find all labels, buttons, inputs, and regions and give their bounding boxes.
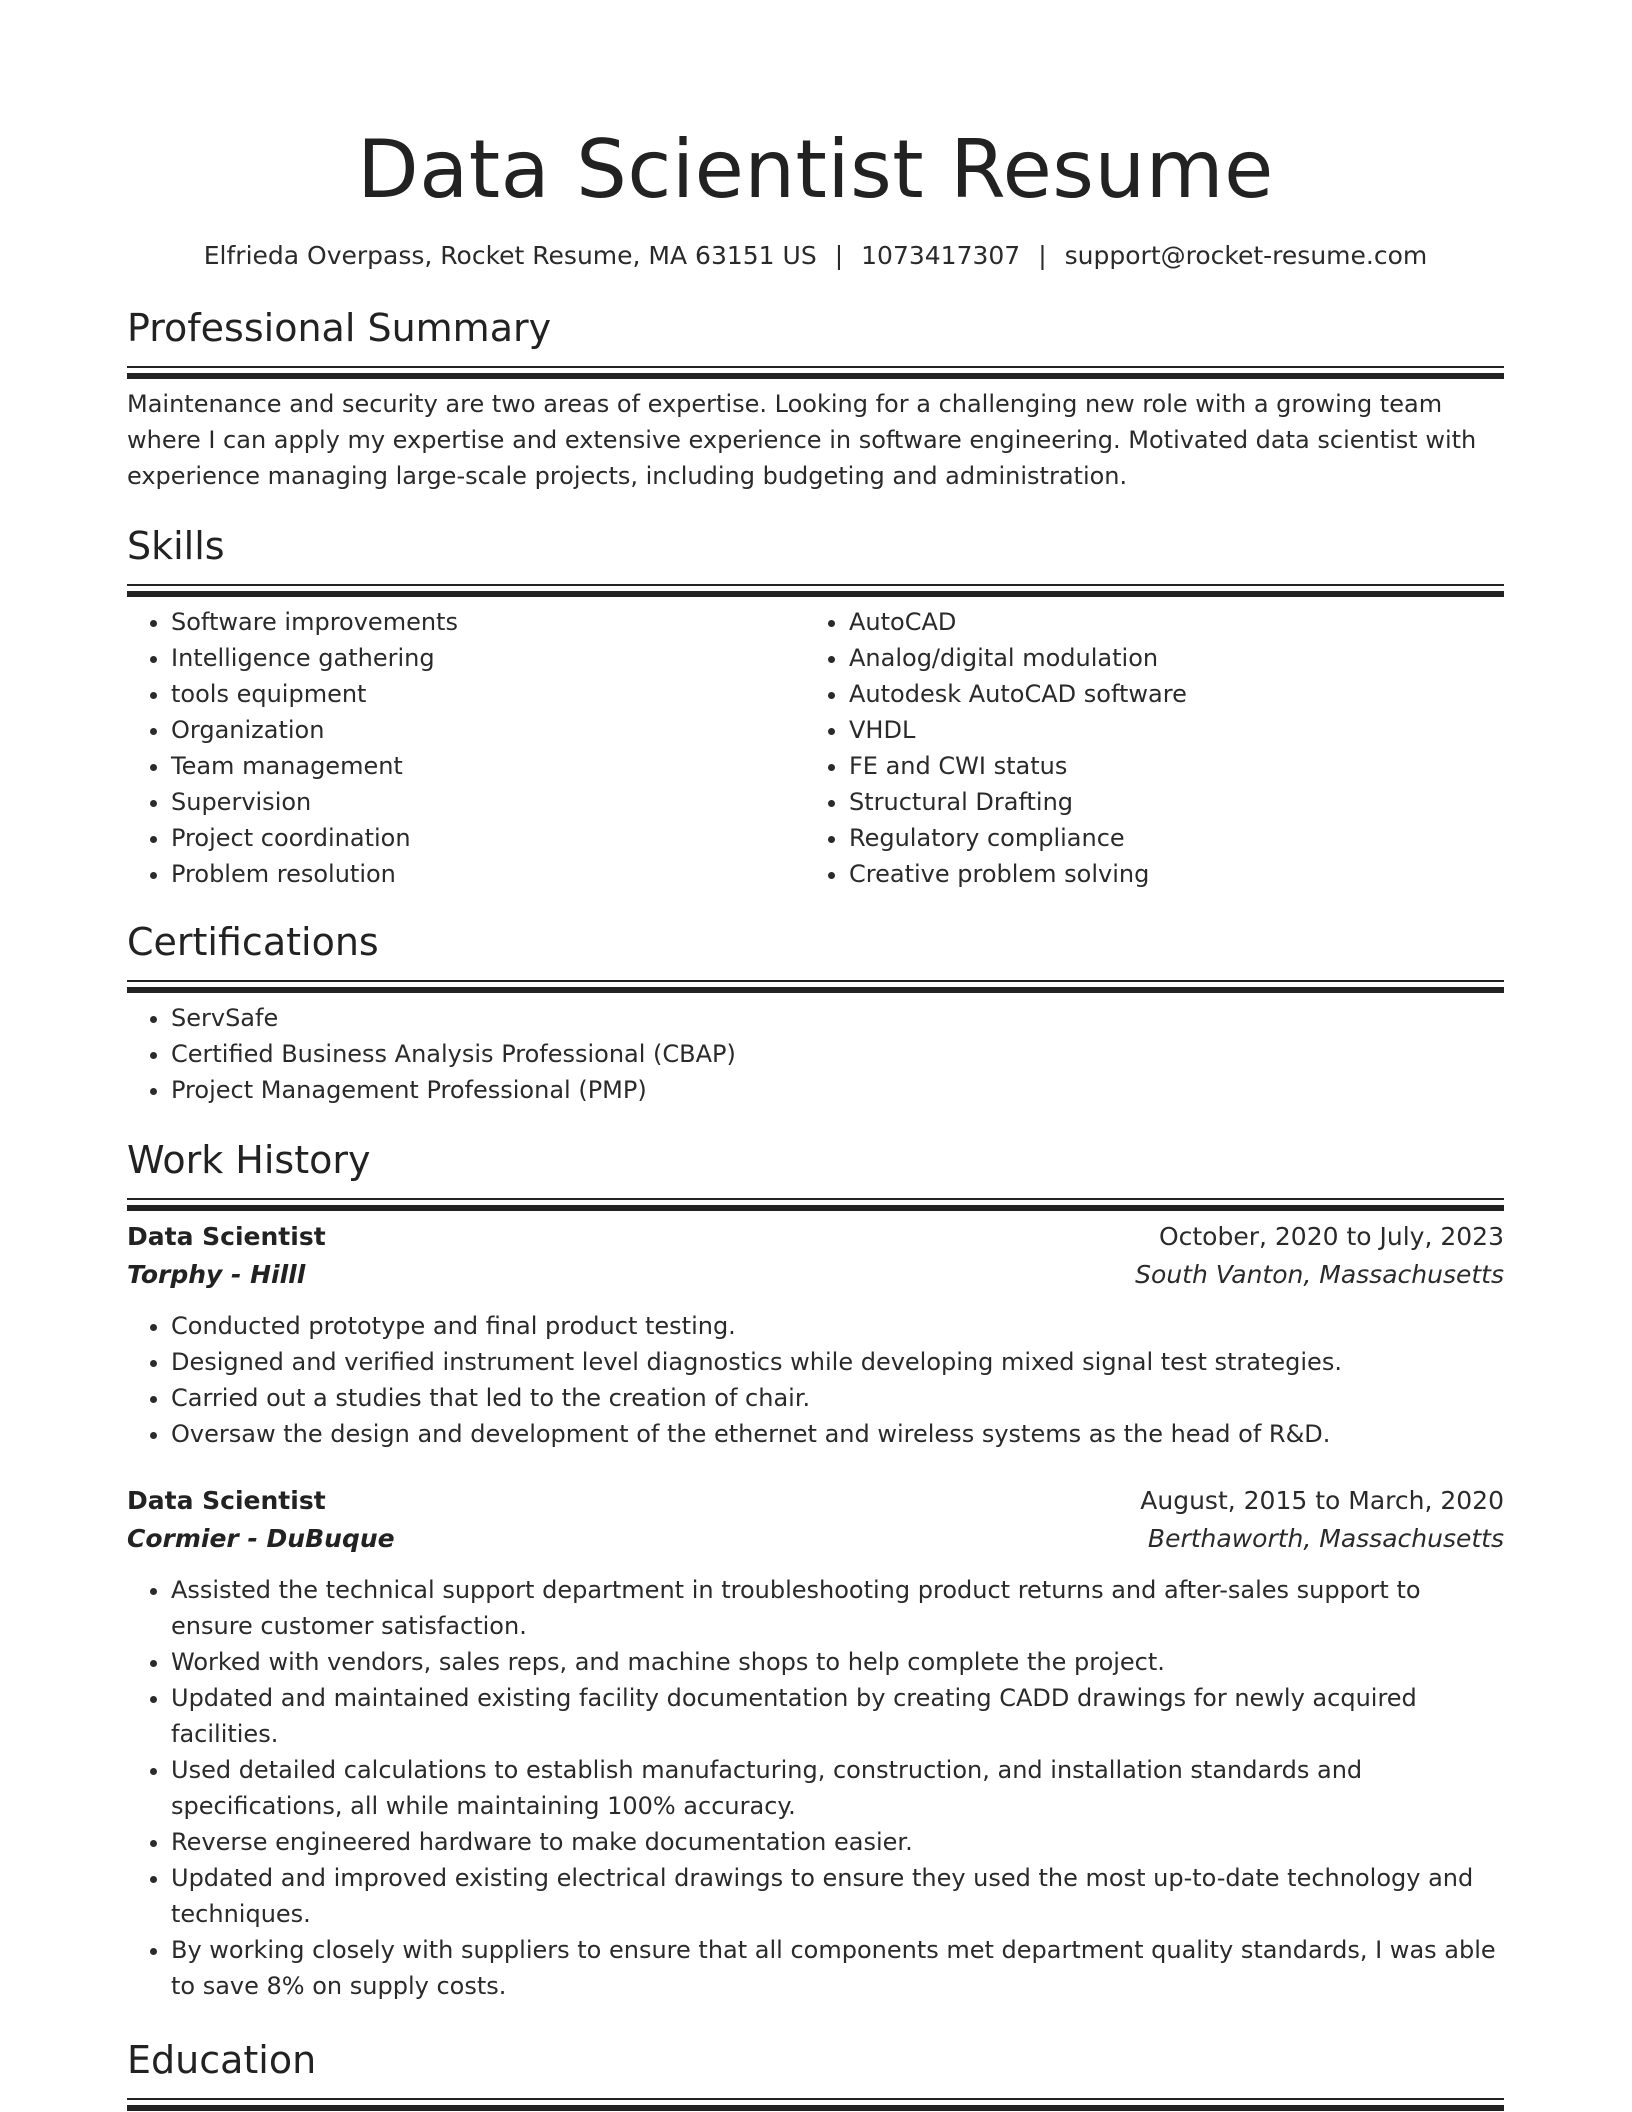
job-bullet: • Carried out a studies that led to the creation of chair. [171,1380,1504,1416]
certification-item: • Project Management Professional (PMP) [171,1072,1504,1108]
skill-item: • FE and CWI status [849,748,1483,784]
job-bullet: • By working closely with suppliers to ensure that all components met department quality standards, I was able to save 8% on supply costs. [171,1932,1504,2004]
skill-item: • Intelligence gathering [171,640,805,676]
resume-page [127,0,1504,2100]
skill-item: • AutoCAD [849,604,1483,640]
document-title: Data Scientist Resume [357,123,1274,216]
job-location: Berthaworth, Massachusetts [1147,1524,1504,1553]
skills-list-left [127,604,805,892]
skills-section [127,520,1504,892]
skill-item: • Supervision [171,784,805,820]
certification-item: • Certified Business Analysis Professional (CBAP) [171,1036,1504,1072]
section-divider [127,366,1504,368]
job-bullet: • Used detailed calculations to establish manufacturing, construction, and installation standards and specifications, all while maintaining 100% accuracy. [171,1752,1504,1824]
job-company: Cormier - DuBuque [127,1524,395,1553]
job-company: Torphy - Hilll [127,1260,306,1289]
skill-item: • Problem resolution [171,856,805,892]
job-dates: August, 2015 to March, 2020 [1140,1486,1504,1515]
skill-item: • Organization [171,712,805,748]
skill-item: • Autodesk AutoCAD software [849,676,1483,712]
education-section [127,2034,1504,2100]
section-divider [127,2098,1504,2100]
job-bullet: • Designed and verified instrument level diagnostics while developing mixed signal test strategies. [171,1344,1504,1380]
job-entry [127,1482,1504,2004]
section-divider [127,584,1504,586]
job-dates: October, 2020 to July, 2023 [1158,1222,1504,1251]
skills-column-right [805,604,1483,892]
section-heading-work-history: Work History [127,1138,371,1182]
job-bullets [127,1572,1504,2004]
skill-item: • Project coordination [171,820,805,856]
job-bullet: • Conducted prototype and final product testing. [171,1308,1504,1344]
contact-separator: | [1038,241,1047,270]
work-history-section [127,1134,1504,2004]
job-title: Data Scientist [127,1222,326,1251]
summary-section [127,302,1504,494]
skills-column-left [127,604,805,892]
job-bullet: • Updated and improved existing electrical drawings to ensure they used the most up-to-date technology and techniques. [171,1860,1504,1932]
job-bullet: • Reverse engineered hardware to make documentation easier. [171,1824,1504,1860]
skill-item: • Structural Drafting [849,784,1483,820]
job-bullets [127,1308,1504,1452]
section-heading-education: Education [127,2038,317,2082]
section-heading-skills: Skills [127,524,225,568]
contact-line [127,238,1504,274]
contact-separator: | [834,241,844,270]
certifications-section [127,916,1504,1108]
skill-item: • Team management [171,748,805,784]
contact-email: support@rocket-resume.com [1064,241,1428,270]
job-entry [127,1218,1504,1452]
section-heading-summary: Professional Summary [127,306,552,350]
skill-item: • Analog/digital modulation [849,640,1483,676]
skill-item: • Creative problem solving [849,856,1483,892]
contact-phone: 1073417307 [861,241,1021,270]
job-location: South Vanton, Massachusetts [1135,1260,1504,1289]
skill-item: • Software improvements [171,604,805,640]
job-bullet: • Oversaw the design and development of the ethernet and wireless systems as the head of R&D. [171,1416,1504,1452]
section-heading-certifications: Certifications [127,920,379,964]
skills-list-right [805,604,1483,892]
jobs-list [127,1218,1504,2004]
summary-text: Maintenance and security are two areas of expertise. Looking for a challenging new role with a growing team where I can apply my expertise and extensive experience in software engineering. Motivated data scientist with experience managing large-scale projects, including budgeting and administration. [127,390,1477,490]
skill-item: • VHDL [849,712,1483,748]
job-bullet: • Updated and maintained existing facility documentation by creating CADD drawings for newly acquired facilities. [171,1680,1504,1752]
section-divider [127,980,1504,982]
certifications-list [127,1000,1504,1108]
skill-item: • Regulatory compliance [849,820,1483,856]
section-divider [127,1198,1504,1200]
contact-address: Elfrieda Overpass, Rocket Resume, MA 63151 US [203,241,817,270]
job-bullet: • Worked with vendors, sales reps, and machine shops to help complete the project. [171,1644,1504,1680]
job-bullet: • Assisted the technical support department in troubleshooting product returns and after-sales support to ensure customer satisfaction. [171,1572,1504,1644]
certification-item: • ServSafe [171,1000,1504,1036]
job-title: Data Scientist [127,1486,326,1515]
skill-item: • tools equipment [171,676,805,712]
